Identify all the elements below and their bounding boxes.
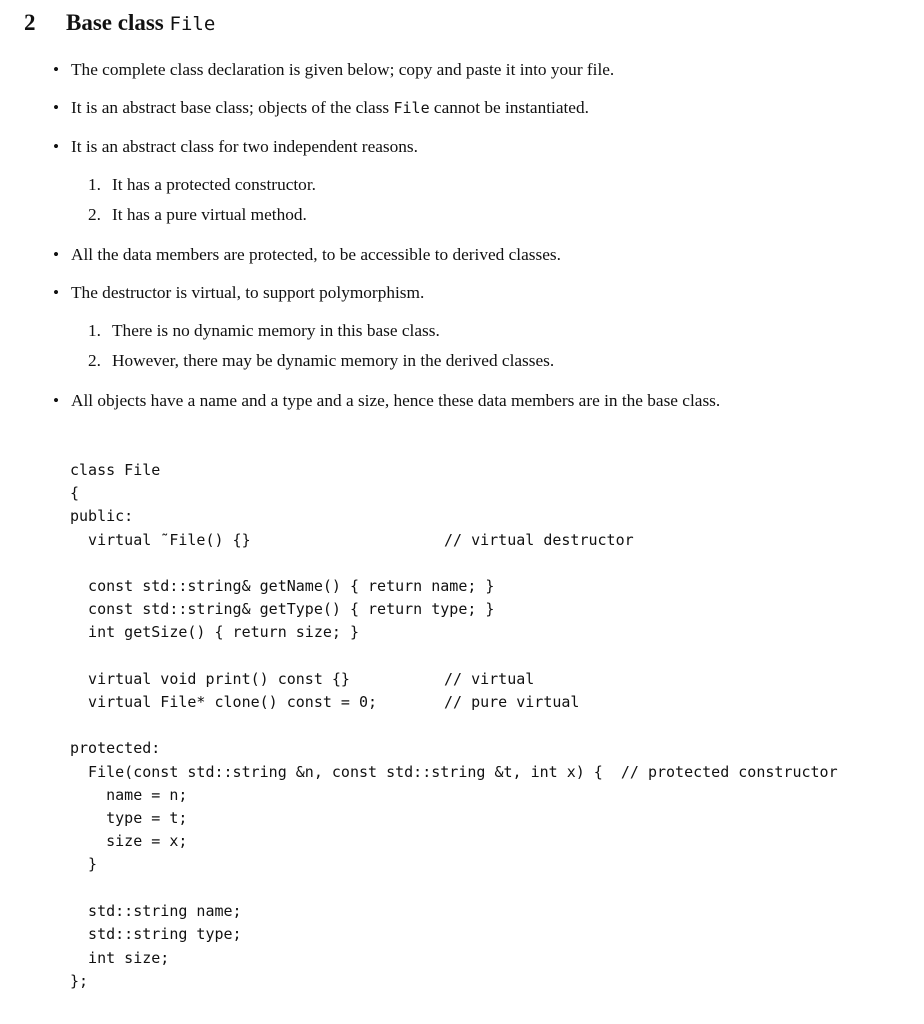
section-title-text: Base class [66, 10, 164, 35]
code-comment: // virtual destructor [444, 531, 634, 549]
bullet-marker: • [53, 283, 60, 302]
item-text: However, there may be dynamic memory in the derived classes. [112, 351, 555, 370]
code-line: } [70, 855, 98, 873]
section-number: 2 [24, 10, 36, 35]
bullet-marker: • [53, 98, 60, 117]
inline-code: File [393, 99, 430, 117]
bullet-text: All the data members are protected, to be accessible to derived classes. [71, 245, 561, 264]
code-line: virtual File* clone() const = 0; [70, 693, 378, 711]
code-comment: // pure virtual [444, 693, 580, 711]
code-line: name = n; [70, 786, 188, 804]
code-line: const std::string& getName() { return name; } [70, 577, 495, 595]
code-line: public: [70, 507, 134, 525]
bullet-text: All objects have a name and a type and a size, hence these data members are in the base class. [71, 391, 721, 410]
section-title-code: File [169, 13, 216, 35]
code-line: File(const std::string &n, const std::string &t, int x) { // protected constructor [70, 763, 838, 781]
item-text: It has a protected constructor. [112, 175, 316, 194]
code-line: { [70, 484, 80, 502]
item-number: 2. [88, 205, 101, 224]
code-line: int getSize() { return size; } [70, 623, 359, 641]
code-line: virtual void print() const {} [70, 670, 350, 688]
code-line: int size; [70, 949, 170, 967]
bullet-marker: • [53, 245, 60, 264]
bullet-text: cannot be instantiated. [429, 98, 589, 117]
bullet-text: The complete class declaration is given below; copy and paste it into your file. [71, 60, 615, 79]
code-line: protected: [70, 739, 161, 757]
item-number: 2. [88, 351, 101, 370]
code-line: virtual ˜File() {} [70, 531, 251, 549]
bullet-text: The destructor is virtual, to support polymorphism. [71, 283, 425, 302]
code-comment: // virtual [444, 670, 535, 688]
bullet-marker: • [53, 60, 60, 79]
code-line: class File [70, 461, 161, 479]
bullet-text: It is an abstract class for two independent reasons. [71, 137, 418, 156]
bullet-marker: • [53, 137, 60, 156]
item-number: 1. [88, 321, 101, 340]
item-number: 1. [88, 175, 101, 194]
code-line: type = t; [70, 809, 188, 827]
bullet-marker: • [53, 391, 60, 410]
code-line: std::string name; [70, 902, 242, 920]
code-line: }; [70, 972, 89, 990]
item-text: It has a pure virtual method. [112, 205, 307, 224]
code-line: std::string type; [70, 925, 242, 943]
code-line: const std::string& getType() { return type; } [70, 600, 495, 618]
item-text: There is no dynamic memory in this base class. [112, 321, 440, 340]
code-line: size = x; [70, 832, 188, 850]
bullet-text: It is an abstract base class; objects of the class [71, 98, 394, 117]
